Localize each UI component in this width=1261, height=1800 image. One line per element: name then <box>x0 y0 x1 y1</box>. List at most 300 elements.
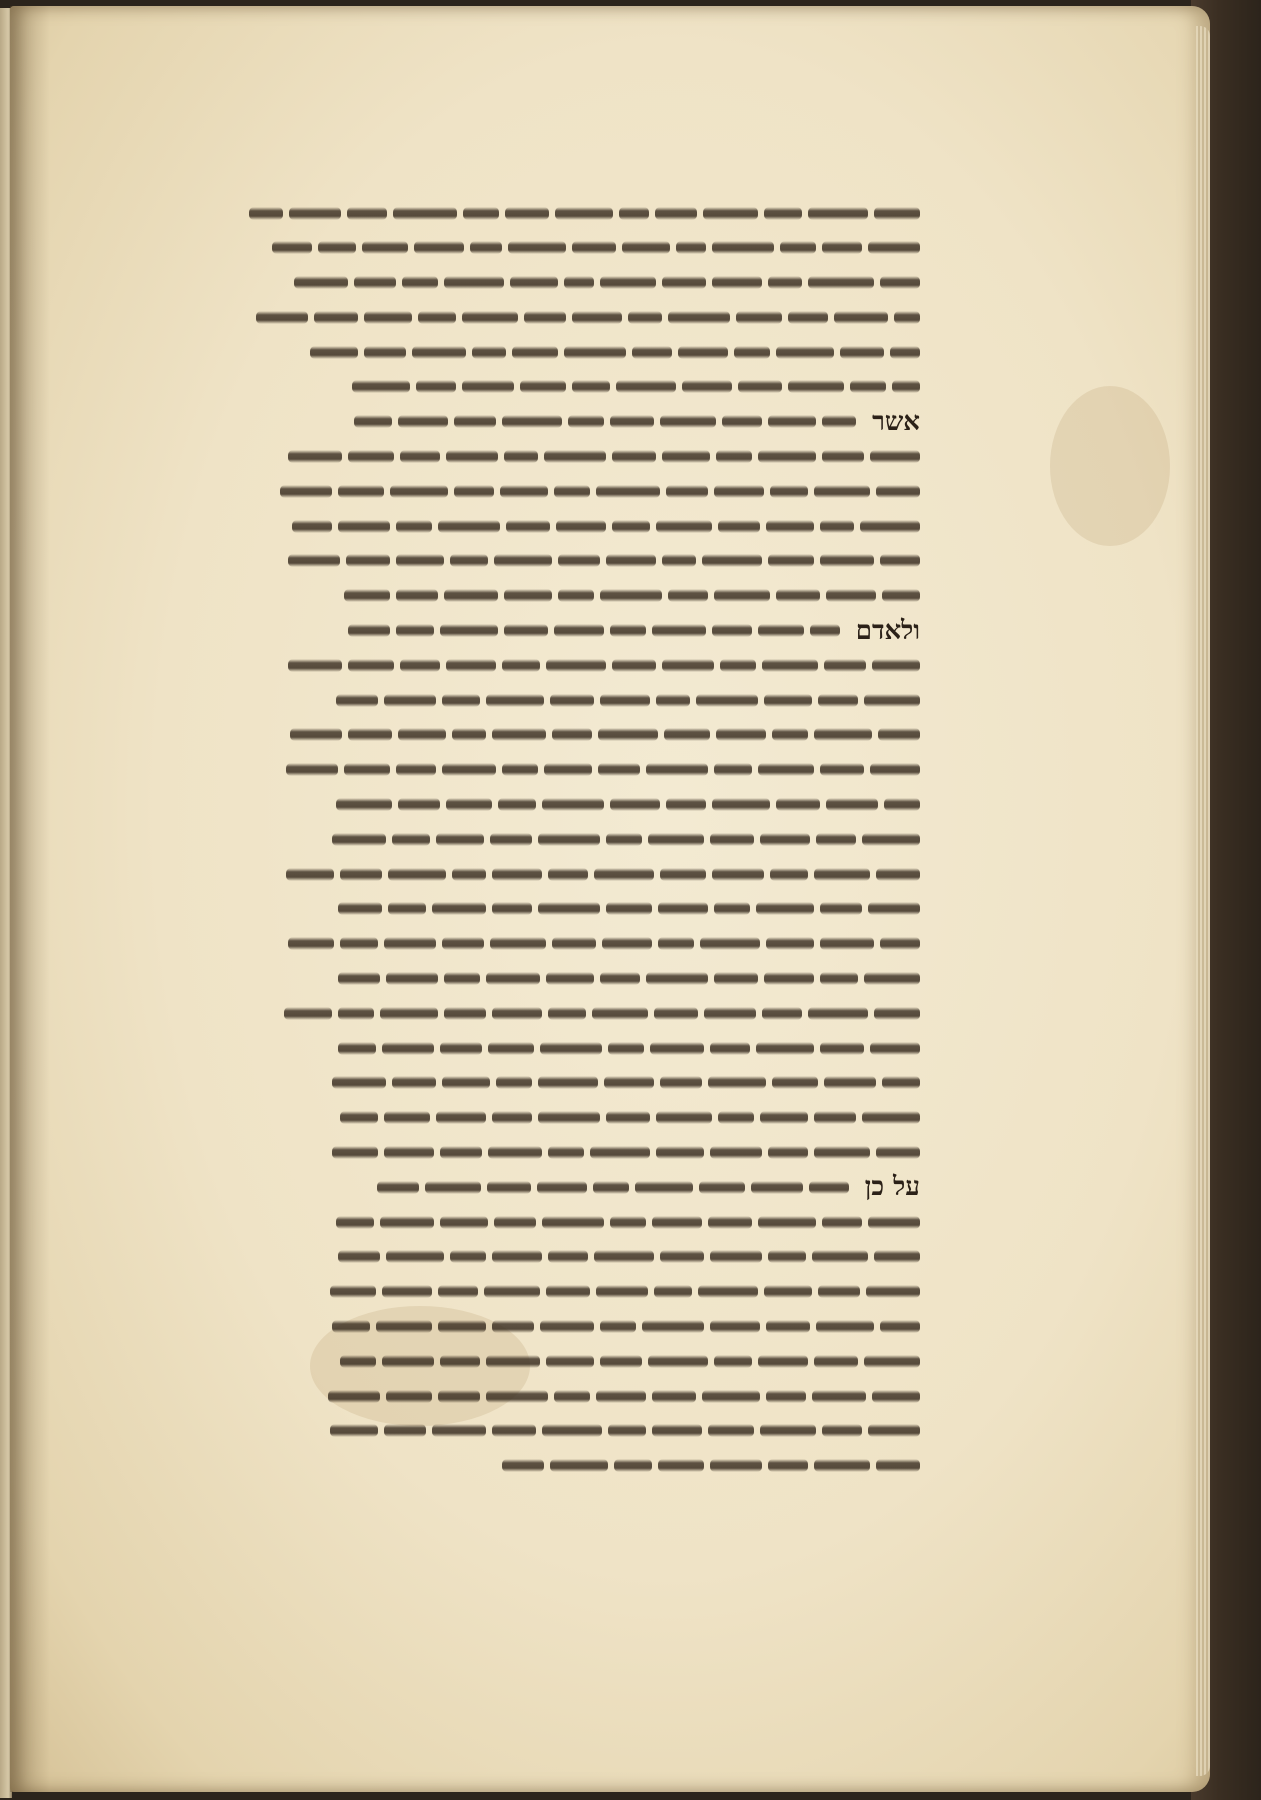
handwritten-word <box>384 937 436 950</box>
handwritten-word <box>656 520 712 533</box>
handwritten-word <box>600 589 662 602</box>
handwritten-word <box>338 1042 376 1055</box>
handwritten-word <box>502 415 562 428</box>
handwritten-word <box>492 1111 532 1124</box>
handwritten-word <box>450 554 488 567</box>
handwritten-word <box>820 937 874 950</box>
handwritten-word <box>606 554 656 567</box>
handwritten-word <box>608 1424 646 1437</box>
handwritten-word <box>614 1459 652 1472</box>
handwritten-word <box>446 798 492 811</box>
handwritten-word <box>336 798 392 811</box>
handwritten-word <box>338 1250 380 1263</box>
handwritten-word <box>564 346 626 359</box>
handwritten-word <box>868 241 920 254</box>
handwritten-word <box>590 1146 650 1159</box>
handwritten-word <box>500 485 548 498</box>
text-line <box>200 1170 920 1204</box>
handwritten-word <box>660 868 706 881</box>
handwritten-word <box>776 589 820 602</box>
handwritten-word <box>850 380 886 393</box>
handwritten-word <box>870 763 920 776</box>
text-line <box>200 648 920 682</box>
text-line <box>200 266 920 300</box>
handwritten-word <box>436 833 484 846</box>
handwritten-word <box>860 520 920 533</box>
handwritten-word <box>834 311 888 324</box>
handwritten-word <box>555 207 613 220</box>
handwritten-word <box>662 659 714 672</box>
handwritten-word <box>354 276 396 289</box>
handwritten-word <box>249 207 283 220</box>
handwritten-word <box>554 1390 590 1403</box>
handwritten-word <box>712 798 770 811</box>
handwritten-word <box>556 520 606 533</box>
handwritten-word <box>330 1424 378 1437</box>
handwritten-word <box>874 1007 920 1020</box>
text-line <box>200 1031 920 1065</box>
handwritten-word <box>550 694 594 707</box>
handwritten-word <box>412 346 466 359</box>
handwritten-word <box>332 833 386 846</box>
handwritten-word <box>764 972 814 985</box>
handwritten-word <box>702 1390 760 1403</box>
handwritten-word <box>862 833 920 846</box>
handwritten-word <box>598 728 658 741</box>
handwritten-word <box>812 1250 868 1263</box>
handwritten-word <box>812 1390 866 1403</box>
handwritten-word <box>416 380 456 393</box>
handwritten-word <box>436 1111 486 1124</box>
handwritten-word <box>292 520 332 533</box>
handwritten-word <box>814 868 870 881</box>
handwritten-word <box>708 1076 766 1089</box>
text-line <box>200 614 920 648</box>
handwritten-word <box>703 207 758 220</box>
handwritten-word <box>604 1076 654 1089</box>
handwritten-word <box>472 346 506 359</box>
handwritten-word <box>338 485 384 498</box>
handwritten-word <box>788 380 844 393</box>
handwritten-word <box>712 868 764 881</box>
handwritten-word <box>438 520 500 533</box>
handwritten-word <box>444 276 504 289</box>
handwritten-word <box>822 450 864 463</box>
handwritten-word <box>492 868 542 881</box>
handwritten-word <box>768 1146 808 1159</box>
handwritten-word <box>486 1355 540 1368</box>
text-line <box>200 1066 920 1100</box>
handwritten-word <box>592 1007 648 1020</box>
text-line <box>200 370 920 404</box>
handwritten-word <box>444 972 480 985</box>
handwritten-word <box>700 937 760 950</box>
handwritten-word <box>600 276 656 289</box>
handwritten-word <box>284 1007 332 1020</box>
handwritten-word <box>384 1424 426 1437</box>
handwritten-word <box>612 520 650 533</box>
handwritten-word <box>756 902 814 915</box>
handwritten-word <box>288 554 340 567</box>
handwritten-word <box>440 624 498 637</box>
handwritten-word <box>593 1181 629 1194</box>
handwritten-word <box>820 972 858 985</box>
handwritten-word <box>540 1042 602 1055</box>
handwritten-word <box>382 1355 434 1368</box>
handwritten-word <box>606 833 642 846</box>
handwritten-word <box>552 728 592 741</box>
handwritten-word <box>714 902 750 915</box>
handwritten-word <box>544 763 592 776</box>
handwritten-word <box>760 1111 808 1124</box>
handwritten-word <box>398 798 440 811</box>
handwritten-word <box>400 450 440 463</box>
handwritten-word <box>398 415 448 428</box>
handwritten-word <box>762 659 818 672</box>
handwritten-word <box>770 485 808 498</box>
handwritten-word <box>710 1042 750 1055</box>
handwritten-word <box>462 311 518 324</box>
handwritten-word <box>402 276 438 289</box>
handwritten-word <box>425 1181 481 1194</box>
handwritten-word <box>876 1459 920 1472</box>
handwritten-word <box>538 902 600 915</box>
handwritten-word <box>610 624 646 637</box>
handwritten-word <box>594 868 654 881</box>
handwritten-word <box>822 241 862 254</box>
handwritten-word <box>678 346 728 359</box>
handwritten-word <box>348 728 392 741</box>
handwritten-word <box>642 1320 704 1333</box>
handwritten-word <box>377 1181 419 1194</box>
handwritten-word <box>666 798 706 811</box>
handwritten-word <box>652 1216 702 1229</box>
text-line <box>200 857 920 891</box>
text-line <box>200 1136 920 1170</box>
handwritten-word <box>432 902 486 915</box>
handwritten-word <box>660 1250 704 1263</box>
handwritten-word <box>714 972 758 985</box>
handwritten-word <box>548 1007 586 1020</box>
handwritten-word <box>512 346 558 359</box>
handwritten-word <box>662 276 706 289</box>
handwritten-word <box>652 1424 702 1437</box>
handwritten-word <box>398 728 446 741</box>
text-line <box>200 1449 920 1483</box>
text-line <box>200 996 920 1030</box>
handwritten-word <box>884 798 920 811</box>
handwritten-word <box>340 937 378 950</box>
handwritten-word <box>318 241 356 254</box>
handwritten-word <box>492 902 532 915</box>
handwritten-word <box>289 207 341 220</box>
handwritten-word <box>432 1424 486 1437</box>
handwritten-word <box>880 276 920 289</box>
handwritten-word <box>876 1146 920 1159</box>
handwritten-word <box>768 415 816 428</box>
handwritten-word <box>708 1216 752 1229</box>
handwritten-word <box>816 1320 874 1333</box>
handwritten-word <box>872 1390 920 1403</box>
handwritten-word <box>610 1216 646 1229</box>
handwritten-word <box>864 1355 920 1368</box>
handwritten-word <box>344 589 390 602</box>
text-line <box>200 1205 920 1239</box>
text-line <box>200 788 920 822</box>
handwritten-word <box>768 1459 808 1472</box>
handwritten-word <box>864 694 920 707</box>
handwritten-word <box>612 450 656 463</box>
handwritten-word <box>454 415 496 428</box>
handwritten-word <box>550 1459 608 1472</box>
handwritten-word <box>704 1007 756 1020</box>
handwritten-word <box>568 415 604 428</box>
handwritten-word <box>546 659 606 672</box>
handwritten-word <box>818 694 858 707</box>
handwritten-word <box>396 624 434 637</box>
handwritten-word <box>710 1459 762 1472</box>
handwritten-word <box>400 659 440 672</box>
handwritten-word <box>462 380 514 393</box>
handwritten-word <box>764 207 802 220</box>
handwritten-word <box>446 659 496 672</box>
handwritten-word <box>332 1320 370 1333</box>
handwritten-word <box>824 659 866 672</box>
handwritten-word <box>393 207 457 220</box>
handwritten-word <box>440 1355 480 1368</box>
handwritten-word <box>610 415 654 428</box>
handwritten-word <box>388 868 446 881</box>
handwritten-word <box>494 1216 536 1229</box>
handwritten-word <box>470 241 502 254</box>
handwritten-word <box>758 763 814 776</box>
handwritten-word <box>414 241 464 254</box>
handwritten-word <box>622 241 670 254</box>
handwritten-word <box>384 1111 430 1124</box>
handwritten-word <box>772 1076 818 1089</box>
handwritten-word <box>870 1042 920 1055</box>
handwritten-word <box>596 1390 646 1403</box>
handwritten-word <box>822 1424 862 1437</box>
handwritten-word <box>554 624 604 637</box>
handwritten-word <box>610 798 660 811</box>
handwritten-word <box>336 1216 374 1229</box>
handwritten-word <box>866 1285 920 1298</box>
handwritten-word <box>494 554 552 567</box>
handwritten-word <box>658 1459 704 1472</box>
handwritten-word <box>826 798 878 811</box>
handwritten-word <box>538 1076 598 1089</box>
handwritten-word <box>606 902 652 915</box>
handwritten-word <box>712 624 752 637</box>
handwritten-word <box>486 1390 548 1403</box>
handwritten-word <box>668 589 708 602</box>
handwritten-word <box>816 833 856 846</box>
handwritten-word <box>396 763 436 776</box>
text-line <box>200 718 920 752</box>
handwritten-word <box>286 763 338 776</box>
handwritten-word <box>340 1355 376 1368</box>
handwritten-word <box>714 589 770 602</box>
handwritten-word <box>598 763 640 776</box>
handwritten-word <box>890 346 920 359</box>
handwritten-word <box>338 972 380 985</box>
handwritten-word <box>440 1146 482 1159</box>
handwritten-word <box>714 763 752 776</box>
handwritten-word <box>882 589 920 602</box>
handwritten-word <box>538 833 600 846</box>
handwritten-word <box>826 589 876 602</box>
handwritten-word <box>710 833 754 846</box>
handwritten-word <box>546 1285 590 1298</box>
handwritten-word <box>596 485 660 498</box>
handwritten-word <box>487 1181 531 1194</box>
handwritten-word <box>600 1355 642 1368</box>
handwritten-word <box>288 659 342 672</box>
handwritten-word <box>756 1042 814 1055</box>
handwritten-word <box>820 520 854 533</box>
handwritten-word <box>347 207 387 220</box>
handwritten-word <box>386 972 438 985</box>
handwritten-word <box>484 1285 540 1298</box>
handwritten-word <box>380 1216 434 1229</box>
handwritten-word <box>776 798 820 811</box>
handwritten-word <box>388 902 426 915</box>
handwritten-word <box>446 450 498 463</box>
handwritten-word <box>712 241 774 254</box>
handwritten-word <box>648 833 704 846</box>
handwritten-word <box>504 589 552 602</box>
handwritten-word <box>734 346 770 359</box>
handwritten-word <box>820 1042 864 1055</box>
handwritten-word <box>396 520 432 533</box>
handwritten-word <box>390 485 448 498</box>
handwritten-word <box>600 694 650 707</box>
text-line <box>200 892 920 926</box>
handwritten-word <box>738 380 782 393</box>
handwritten-word <box>572 380 610 393</box>
text-line <box>200 1379 920 1413</box>
handwritten-word <box>768 1250 806 1263</box>
text-line <box>200 1414 920 1448</box>
handwritten-word <box>490 937 546 950</box>
handwritten-word <box>762 1007 802 1020</box>
handwritten-word <box>506 520 550 533</box>
handwritten-word <box>820 763 864 776</box>
handwritten-word <box>814 485 870 498</box>
handwritten-word <box>654 1007 698 1020</box>
handwritten-word <box>666 485 708 498</box>
handwritten-word <box>288 450 342 463</box>
handwritten-word <box>894 311 920 324</box>
handwritten-word <box>628 311 662 324</box>
handwritten-word <box>864 972 920 985</box>
handwritten-word <box>520 380 566 393</box>
handwritten-word <box>716 450 752 463</box>
handwritten-word <box>814 1459 870 1472</box>
handwritten-word <box>814 1355 858 1368</box>
handwritten-word <box>656 1111 712 1124</box>
handwritten-word <box>364 311 412 324</box>
handwritten-word <box>820 902 862 915</box>
handwritten-word <box>714 1355 752 1368</box>
text-line <box>200 822 920 856</box>
handwritten-word <box>710 1250 762 1263</box>
handwritten-word <box>256 311 308 324</box>
handwritten-word <box>736 311 782 324</box>
handwritten-word <box>328 1390 380 1403</box>
handwritten-word <box>758 624 804 637</box>
handwritten-word <box>418 311 456 324</box>
handwritten-word <box>608 1042 644 1055</box>
handwritten-word <box>442 937 484 950</box>
handwritten-word <box>868 1216 920 1229</box>
handwritten-word <box>870 450 920 463</box>
handwritten-word <box>382 1285 432 1298</box>
handwritten-word <box>751 1181 803 1194</box>
handwritten-word <box>348 450 394 463</box>
handwritten-word <box>380 1007 438 1020</box>
handwritten-word <box>712 276 762 289</box>
handwritten-word <box>558 554 600 567</box>
handwritten-word <box>544 450 606 463</box>
handwritten-word <box>766 1390 806 1403</box>
handwritten-word <box>646 972 708 985</box>
handwritten-word <box>760 833 810 846</box>
handwritten-word <box>392 833 430 846</box>
handwritten-word <box>496 1076 532 1089</box>
handwritten-word <box>340 868 382 881</box>
handwritten-word <box>438 1390 480 1403</box>
handwritten-word <box>635 1181 693 1194</box>
handwritten-word <box>760 1424 816 1437</box>
handwritten-word <box>492 1007 542 1020</box>
handwritten-word <box>444 589 498 602</box>
handwritten-word <box>272 241 312 254</box>
rubric-word: ולאדם <box>855 615 920 646</box>
handwritten-word <box>758 450 816 463</box>
handwritten-word <box>454 485 494 498</box>
handwritten-word <box>770 868 808 881</box>
handwritten-word <box>288 937 334 950</box>
handwritten-word <box>392 1076 436 1089</box>
handwritten-word <box>768 276 802 289</box>
handwritten-word <box>463 207 499 220</box>
text-line <box>200 440 920 474</box>
handwritten-word <box>384 694 436 707</box>
handwritten-word <box>452 728 486 741</box>
handwritten-word <box>872 659 920 672</box>
handwritten-word <box>716 728 766 741</box>
handwritten-word <box>880 937 920 950</box>
rubric-word: על כן <box>864 1172 920 1203</box>
handwritten-word <box>352 380 410 393</box>
handwritten-word <box>558 589 594 602</box>
handwritten-word <box>655 207 697 220</box>
handwritten-word <box>546 1355 594 1368</box>
handwritten-word <box>882 1076 920 1089</box>
handwritten-word <box>780 241 816 254</box>
text-line <box>200 1344 920 1378</box>
handwritten-word <box>880 554 920 567</box>
handwritten-word <box>880 1320 920 1333</box>
handwritten-word <box>540 1320 594 1333</box>
handwritten-word <box>632 346 672 359</box>
handwritten-word <box>542 1424 602 1437</box>
handwritten-word <box>344 763 390 776</box>
handwritten-word <box>330 1285 376 1298</box>
handwritten-word <box>492 1250 542 1263</box>
